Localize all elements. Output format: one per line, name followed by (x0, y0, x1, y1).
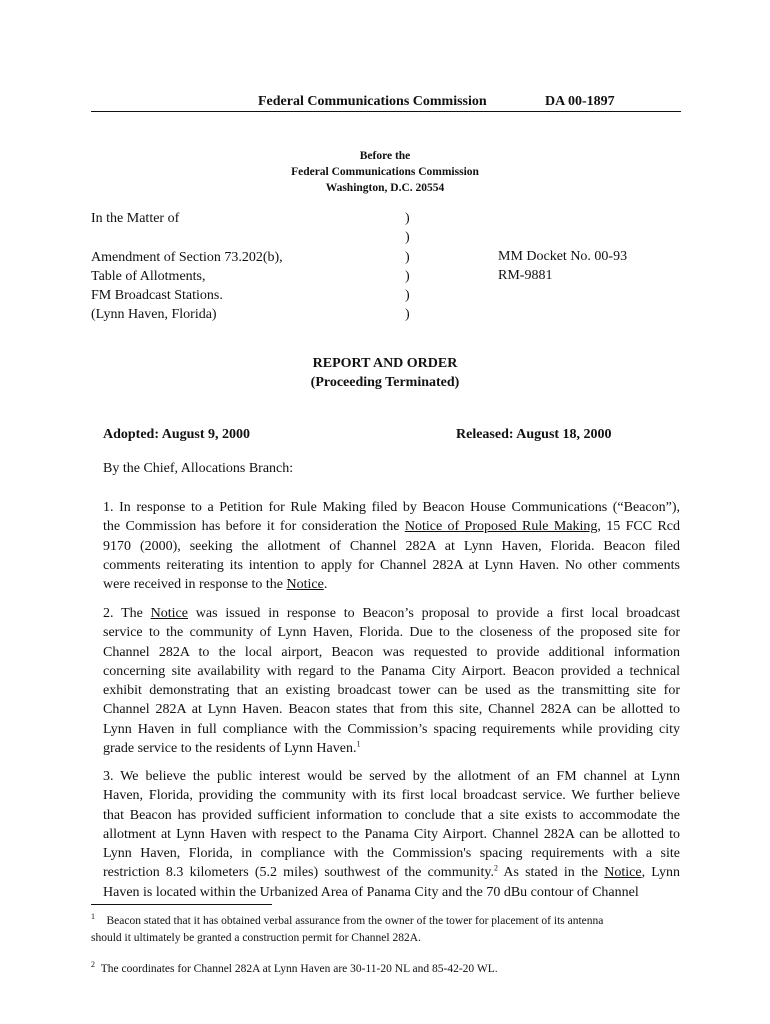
matter-line: (Lynn Haven, Florida) (91, 307, 217, 323)
paragraph-line: 9170 (2000), seeking the allotment of Channel 282A at Lynn Haven, Florida. Beacon filed (103, 538, 680, 554)
paragraph-2 (103, 604, 680, 758)
footnote-2 (91, 961, 681, 978)
caption-line: Federal Communications Commission (291, 166, 479, 178)
paragraph-line: Lynn Haven in full compliance with the Commission’s spacing requirements while providing city (103, 721, 680, 737)
paragraph-line: grade service to the residents of Lynn Haven.$^1$ (103, 739, 361, 757)
citation-underlined: Notice (286, 577, 324, 593)
paren: ) (405, 230, 410, 246)
citation-underlined: Notice (604, 865, 642, 881)
rm-number: RM-9881 (498, 268, 553, 284)
footnote-text: should it ultimately be granted a construction permit for Channel 282A. (91, 932, 421, 944)
paragraph-1 (103, 498, 680, 594)
paragraph-line: Channel 282A at Lynn Haven. Beacon states that from this site, Channel 282A can be allotted to (103, 702, 680, 718)
order-subtitle: (Proceeding Terminated) (310, 375, 460, 390)
paragraph-line: Haven, Florida, providing the community with its first local broadcast service. We further believe (103, 788, 680, 804)
paragraph-line: restriction 8.3 kilometers (5.2 miles) southwest of the community.$^2$ As stated in the Notice, Lynn (103, 863, 681, 881)
paren: ) (405, 268, 410, 284)
footnote-text: The coordinates for Channel 282A at Lynn Haven are 30-11-20 NL and 85-42-20 WL. (100, 963, 498, 975)
footnote-mark: 1 (91, 912, 95, 922)
docket-column (498, 247, 627, 286)
footnote-reference[interactable]: 1 (356, 739, 361, 749)
order-title-block (185, 354, 585, 392)
caption-block (185, 148, 585, 196)
paragraph-line: 1. In response to a Petition for Rule Making filed by Beacon House Communications (“Beacon”), (103, 500, 680, 515)
paragraph-3 (103, 767, 680, 902)
matter-line: In the Matter of (91, 211, 180, 226)
footnote-1 (91, 913, 681, 947)
citation-underlined: Notice of Proposed Rule Making (404, 519, 598, 535)
paragraph-line: allotment at Lynn Haven with respect to the Panama City Airport. Channel 282A can be allotted to (103, 826, 680, 842)
adopted-date: Adopted: August 9, 2000 (103, 427, 251, 442)
footnote-reference[interactable]: 2 (493, 863, 498, 873)
released-date: Released: August 18, 2000 (456, 427, 612, 442)
header-doc-number: DA 00-1897 (545, 94, 615, 109)
paragraph-line: 2. The Notice was issued in response to Beacon’s proposal to provide a first local broadcast (103, 606, 680, 621)
paren: ) (405, 307, 410, 323)
by-line: By the Chief, Allocations Branch: (103, 461, 294, 476)
matter-line: FM Broadcast Stations. (91, 288, 223, 304)
matter-left-column (91, 209, 283, 325)
paren-column (405, 209, 410, 325)
paren: ) (405, 288, 410, 304)
paragraph-line: comments reiterating its intention to apply for Channel 282A at Lynn Haven. No other comments (103, 557, 680, 573)
docket-number: MM Docket No. 00-93 (498, 249, 628, 264)
footnote-mark: 2 (91, 960, 95, 970)
caption-line: Washington, D.C. 20554 (325, 182, 445, 194)
citation-underlined: Notice (150, 606, 188, 621)
paren: ) (405, 211, 410, 226)
paragraph-line: that Beacon has provided sufficient information to conclude that a site exists to accommodate the (103, 807, 680, 823)
paragraph-line: service to the community of Lynn Haven, Florida. Due to the closeness of the proposed site for (103, 625, 680, 641)
matter-line: Table of Allotments, (91, 268, 206, 284)
caption-line: Before the (359, 150, 411, 162)
paragraph-line: exhibit demonstrating that an existing broadcast tower can be used as the transmitting site for (103, 683, 680, 699)
matter-line: Amendment of Section 73.202(b), (91, 249, 283, 265)
footnote-text: Beacon stated that it has obtained verbal assurance from the owner of the tower for placement of its antenna (106, 915, 604, 927)
paragraph-line: Lynn Haven, Florida, in compliance with the Commission's spacing requirements with a site (103, 846, 680, 862)
paragraph-line: the Commission has before it for consideration the Notice of Proposed Rule Making, 15 FCC Rcd (103, 519, 680, 535)
paragraph-line: Channel 282A to the local airport, Beacon was requested to provide additional information (103, 644, 680, 660)
header-rule (91, 111, 681, 112)
paragraph-line: were received in response to the Notice. (103, 577, 328, 593)
paren: ) (405, 249, 410, 265)
paragraph-line: Haven is located within the Urbanized Area of Panama City and the 70 dBu contour of Channel (103, 884, 639, 900)
header-agency: Federal Communications Commission (258, 94, 487, 109)
footnote-rule (91, 904, 272, 905)
paragraph-line: concerning site availability with regard to the Panama City Airport. Beacon provided a technical (103, 663, 680, 679)
matter-line (91, 228, 283, 247)
paragraph-line: 3. We believe the public interest would be served by the allotment of an FM channel at Lynn (103, 769, 680, 784)
order-title: REPORT AND ORDER (312, 356, 458, 371)
